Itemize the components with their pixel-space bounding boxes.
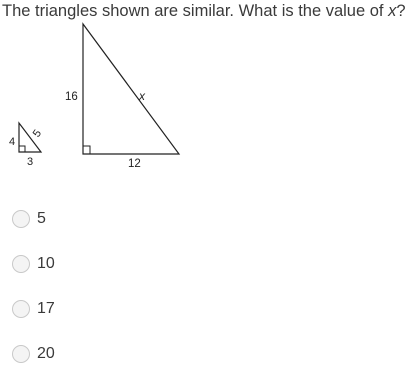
answer-choice-label: 17 [37,299,55,317]
radio-button[interactable] [12,345,30,363]
answer-choice-label: 5 [37,209,46,227]
large-side-vertical-label: 16 [65,91,78,103]
answer-choice-2[interactable] [12,241,55,286]
question-variable: x [388,2,397,20]
answer-choice-3[interactable] [12,286,55,331]
large-right-angle-mark [83,146,90,154]
radio-button[interactable] [12,210,30,228]
small-side-hypotenuse-label: 5 [30,127,45,140]
small-triangle [9,123,44,168]
small-side-vertical-label: 4 [9,136,16,148]
question-text-end: ? [396,2,406,20]
small-side-base-label: 3 [27,156,34,168]
large-side-hypotenuse-label: x [139,89,145,103]
large-side-base-label: 12 [128,158,141,170]
answer-choice-label: 20 [37,344,55,362]
similar-triangles-figure [0,0,391,190]
answer-choice-1[interactable] [12,196,55,241]
large-triangle [65,24,179,170]
answer-choice-4[interactable] [12,331,55,376]
radio-button[interactable] [12,255,30,273]
small-right-angle-mark [19,146,25,152]
question-text-main: The triangles shown are similar. What is the value of [2,2,389,20]
radio-button[interactable] [12,300,30,318]
large-triangle-shape [83,24,179,154]
answer-choices [12,196,55,376]
answer-choice-label: 10 [37,254,55,272]
